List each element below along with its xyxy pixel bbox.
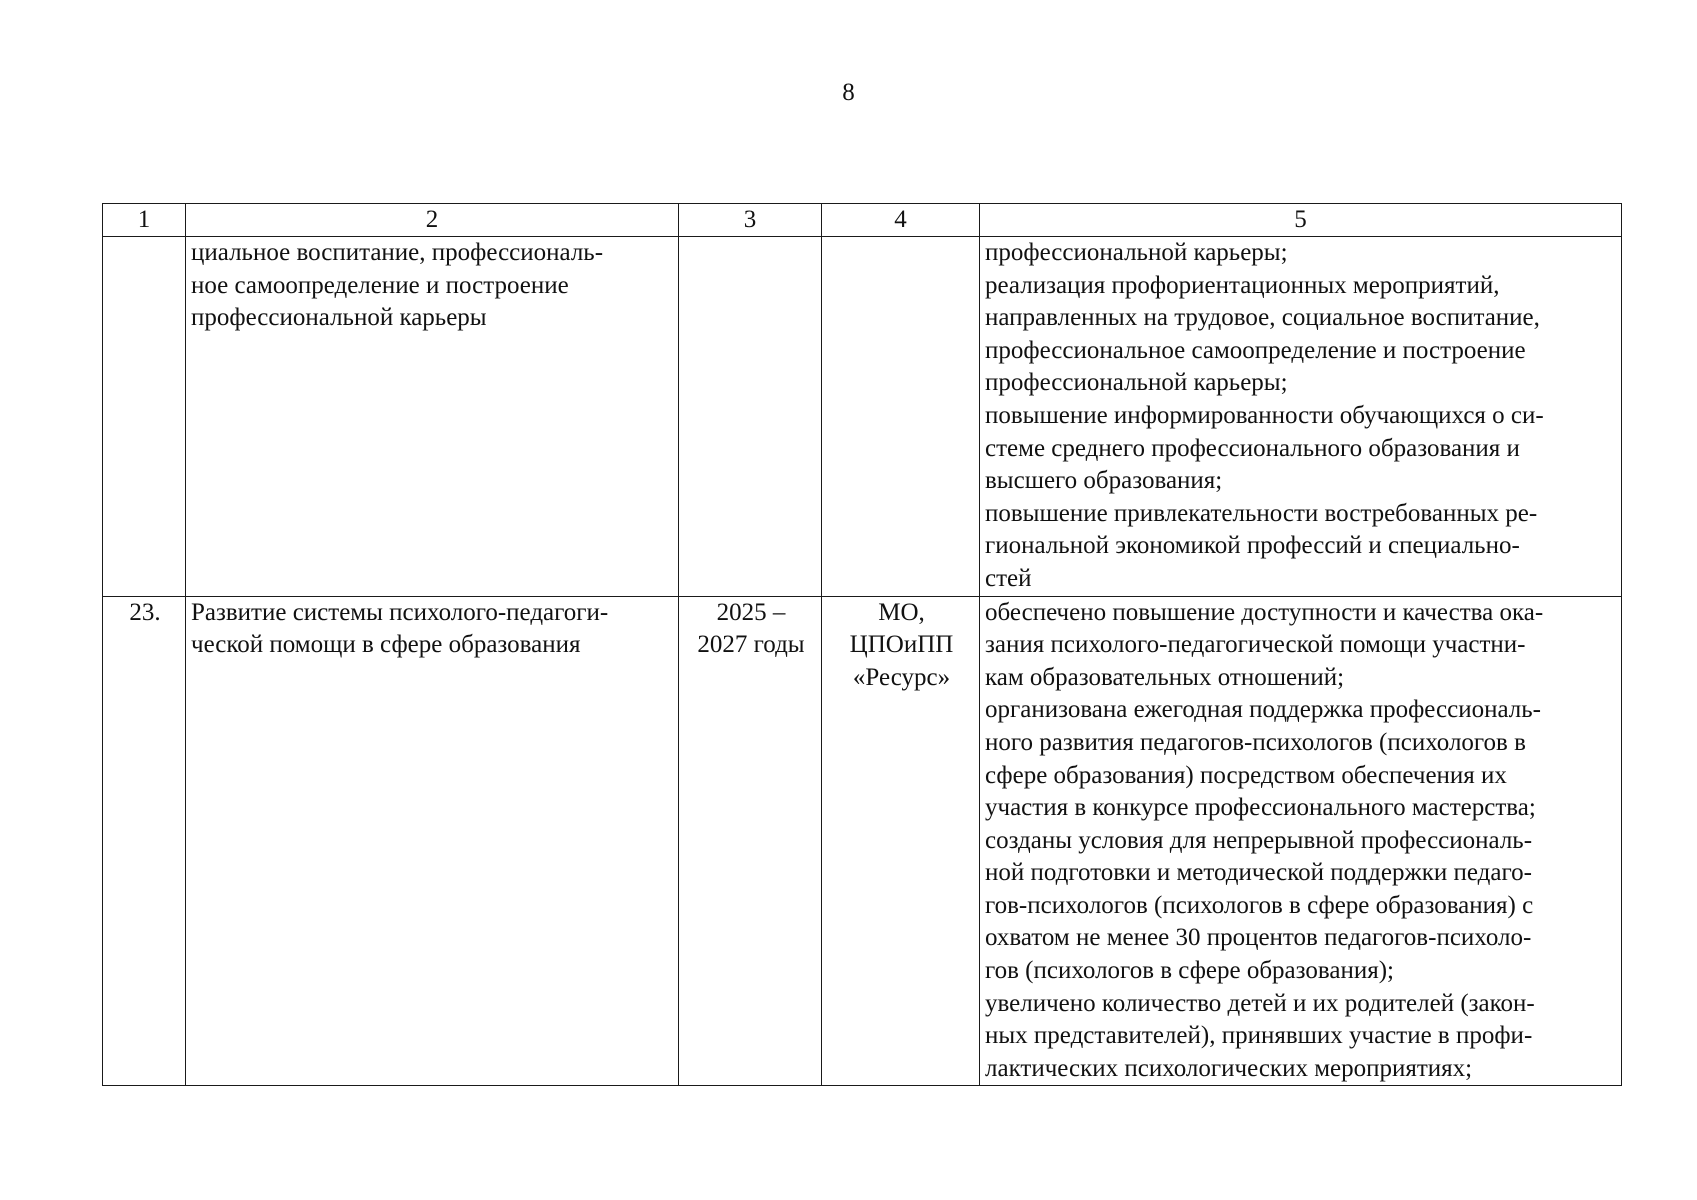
measures-table xyxy=(102,203,1622,1086)
measure-period: 2025 – 2027 годы xyxy=(679,596,822,1086)
table-header xyxy=(103,204,1622,237)
page-number: 8 xyxy=(842,79,855,106)
measure-period xyxy=(679,237,822,597)
measure-executor: МО, ЦПОиПП «Ресурс» xyxy=(822,596,980,1086)
measure-results: профессиональной карьеры; реализация профориентационных мероприятий, направленных на трудовое, социальное воспитание, профессиональное самоопределение и построение профессиональной карьеры; повышение информированности обучающихся о си- стеме среднего профессионального образования и высшего образования; повышение привлекательности востребованных ре- гиональной экономикой профессий и специально- стей xyxy=(980,237,1622,597)
measure-executor xyxy=(822,237,980,597)
row-number: 23. xyxy=(103,596,186,1086)
header-row xyxy=(103,204,1622,237)
row-number xyxy=(103,237,186,597)
measure-name: Развитие системы психолого-педагоги- ческой помощи в сфере образования xyxy=(186,596,679,1086)
table-body xyxy=(103,237,1622,1086)
header-col-2: 2 xyxy=(186,204,679,237)
header-col-4: 4 xyxy=(822,204,980,237)
header-col-5: 5 xyxy=(980,204,1622,237)
table-row xyxy=(103,596,1622,1086)
table-row xyxy=(103,237,1622,597)
header-col-3: 3 xyxy=(679,204,822,237)
header-col-1: 1 xyxy=(103,204,186,237)
measure-name: циальное воспитание, профессиональ- ное самоопределение и построение профессиональной карьеры xyxy=(186,237,679,597)
measure-results: обеспечено повышение доступности и качества ока- зания психолого-педагогической помощи участни- кам образовательных отношений; организована ежегодная поддержка профессиональ- ного развития педагогов-психологов (психологов в сфере образования) посредством обеспечения их участия в конкурсе профессионального мастерства; созданы условия для непрерывной профессиональ- ной подготовки и методической поддержки педаго- гов-психологов (психологов в сфере образования) с охватом не менее 30 процентов педагогов-психоло- гов (психологов в сфере образования); увеличено количество детей и их родителей (закон- ных представителей), принявших участие в профи- лактических психологических мероприятиях; xyxy=(980,596,1622,1086)
